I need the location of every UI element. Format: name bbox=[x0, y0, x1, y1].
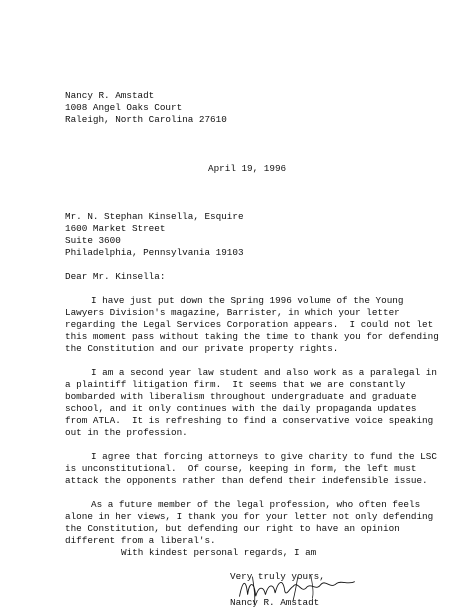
paragraph-line: As a future member of the legal profession, who often feels bbox=[91, 499, 421, 510]
paragraph-line: the Constitution, but defending our right to have an opinion bbox=[65, 523, 400, 534]
salutation: Dear Mr. Kinsella: bbox=[65, 271, 166, 282]
paragraph-line: I have just put down the Spring 1996 volume of the Young bbox=[91, 295, 404, 306]
paragraph-line: this moment pass without taking the time to thank you for defending bbox=[65, 331, 439, 342]
paragraph-line: from ATLA. It is refreshing to find a conservative voice speaking bbox=[65, 415, 434, 426]
paragraph-line: different from a liberal's. bbox=[65, 535, 216, 546]
sender-street: 1008 Angel Oaks Court bbox=[65, 102, 183, 113]
paragraph-line: Lawyers Division's magazine, Barrister, in which your letter bbox=[65, 307, 400, 318]
paragraph-line: bombarded with liberalism throughout undergraduate and graduate bbox=[65, 391, 417, 402]
paragraph-line: I am a second year law student and also work as a paralegal in bbox=[91, 367, 437, 378]
recipient-street: 1600 Market Street bbox=[65, 223, 166, 234]
paragraph-line: regarding the Legal Services Corporation appears. I could not let bbox=[65, 319, 434, 330]
paragraph-line: the Constitution and our private property rights. bbox=[65, 343, 339, 354]
paragraph-line: out in the profession. bbox=[65, 427, 188, 438]
sender-city: Raleigh, North Carolina 27610 bbox=[65, 114, 227, 125]
paragraph-line: school, and it only continues with the daily propaganda updates bbox=[65, 403, 417, 414]
paragraph-line: I agree that forcing attorneys to give charity to fund the LSC bbox=[91, 451, 437, 462]
recipient-suite: Suite 3600 bbox=[65, 235, 121, 246]
paragraph-line: is unconstitutional. Of course, keeping in form, the left must bbox=[65, 463, 417, 474]
paragraph-line: attack the opponents rather than defend their indefensible issue. bbox=[65, 475, 428, 486]
regards-line: With kindest personal regards, I am bbox=[121, 547, 317, 558]
closing-line: Very truly yours, bbox=[230, 571, 325, 582]
paragraph-line: a plaintiff litigation firm. It seems that we are constantly bbox=[65, 379, 406, 390]
recipient-name: Mr. N. Stephan Kinsella, Esquire bbox=[65, 211, 244, 222]
sender-name: Nancy R. Amstadt bbox=[65, 90, 155, 101]
recipient-city: Philadelphia, Pennsylvania 19103 bbox=[65, 247, 244, 258]
paragraph-line: alone in her views, I thank you for your letter not only defending bbox=[65, 511, 434, 522]
letter-date: April 19, 1996 bbox=[208, 163, 287, 174]
signature-typed-name: Nancy R. Amstadt bbox=[230, 597, 320, 608]
